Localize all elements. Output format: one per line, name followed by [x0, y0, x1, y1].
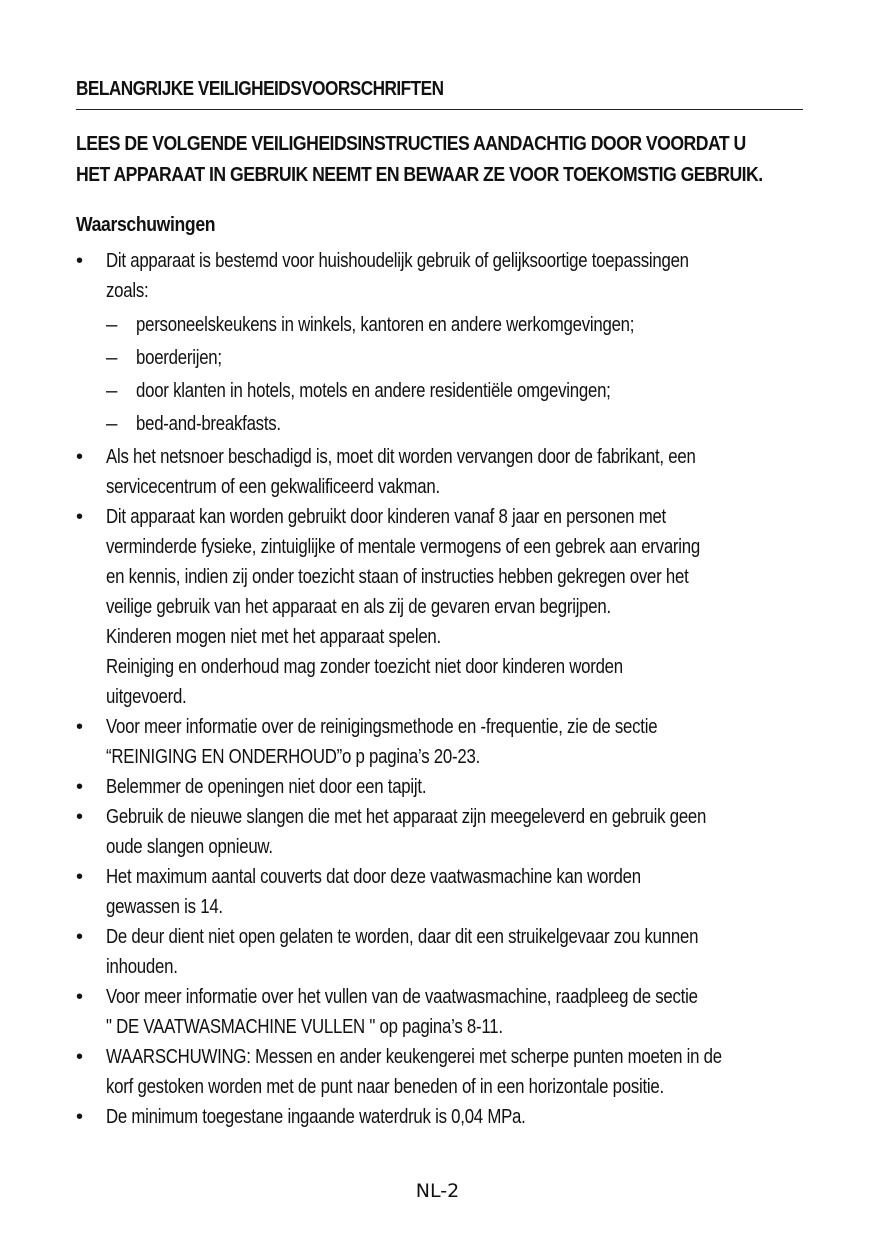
- sub-list-item: [106, 343, 802, 373]
- sub-list-item: [106, 376, 802, 406]
- dash-icon: –: [106, 412, 118, 435]
- dash-icon: –: [106, 313, 118, 336]
- warning-list-item: [76, 1102, 802, 1132]
- warning-text-line: Het maximum aantal couverts dat door deze vaatwasmachine kan worden: [106, 865, 641, 888]
- warning-list-item: [76, 246, 802, 439]
- dash-icon: –: [106, 379, 118, 402]
- warning-text-line: servicecentrum of een gekwalificeerd vakman.: [106, 475, 440, 498]
- warning-list-item: [76, 502, 802, 712]
- warning-text-line: Belemmer de openingen niet door een tapijt.: [106, 775, 427, 798]
- warning-text-line: Voor meer informatie over het vullen van de vaatwasmachine, raadpleeg de sectie: [106, 985, 698, 1008]
- intro-line: HET APPARAAT IN GEBRUIK NEEMT EN BEWAAR ZE VOOR TOEKOMSTIG GEBRUIK.: [76, 163, 763, 186]
- sub-list-item: [106, 409, 802, 439]
- sub-list-text: bed-and-breakfasts.: [136, 412, 281, 435]
- warning-text-line: inhouden.: [106, 955, 178, 978]
- sub-list-item: [106, 310, 802, 340]
- warning-list-item: [76, 772, 802, 802]
- bullet-icon: •: [76, 446, 84, 468]
- warning-text-line: " DE VAATWASMACHINE VULLEN " op pagina’s 8-11.: [106, 1015, 503, 1038]
- warning-text-line: Gebruik de nieuwe slangen die met het apparaat zijn meegeleverd en gebruik geen: [106, 805, 707, 828]
- warning-text-line: Als het netsnoer beschadigd is, moet dit worden vervangen door de fabrikant, een: [106, 445, 696, 468]
- bullet-icon: •: [76, 250, 84, 272]
- warning-list-item: [76, 712, 802, 772]
- warning-text-line: Dit apparaat is bestemd voor huishoudelijk gebruik of gelijksoortige toepassingen: [106, 249, 689, 272]
- warning-text-line: WAARSCHUWING: Messen en ander keukengerei met scherpe punten moeten in de: [106, 1045, 722, 1068]
- warning-text-line: uitgevoerd.: [106, 685, 187, 708]
- sub-list-text: personeelskeukens in winkels, kantoren en andere werkomgevingen;: [136, 313, 635, 336]
- sub-list-text: boerderijen;: [136, 346, 222, 369]
- bullet-icon: •: [76, 986, 84, 1008]
- warning-list-item: [76, 802, 802, 862]
- warning-list-item: [76, 862, 802, 922]
- bullet-icon: •: [76, 1106, 84, 1128]
- sub-list: [106, 310, 802, 439]
- dash-icon: –: [106, 346, 118, 369]
- page-number: NL-2: [415, 1180, 460, 1202]
- warning-text-line: De minimum toegestane ingaande waterdruk is 0,04 MPa.: [106, 1105, 526, 1128]
- bullet-icon: •: [76, 1046, 84, 1068]
- bullet-icon: •: [76, 716, 84, 738]
- warning-list-item: [76, 982, 802, 1042]
- page-header-title: BELANGRIJKE VEILIGHEIDSVOORSCHRIFTEN: [76, 78, 444, 100]
- warning-text-line: “REINIGING EN ONDERHOUD”o p pagina’s 20-23.: [106, 745, 480, 768]
- warning-list-item: [76, 442, 802, 502]
- intro-instruction: [76, 128, 798, 190]
- bullet-icon: •: [76, 776, 84, 798]
- warning-text-line: veilige gebruik van het apparaat en als zij de gevaren ervan begrijpen.: [106, 595, 611, 618]
- intro-line: LEES DE VOLGENDE VEILIGHEIDSINSTRUCTIES AANDACHTIG DOOR VOORDAT U: [76, 132, 746, 155]
- warning-text-line: Kinderen mogen niet met het apparaat spelen.: [106, 625, 441, 648]
- header-divider: [76, 109, 803, 110]
- warning-text-line: zoals:: [106, 279, 149, 302]
- warning-text-line: Reiniging en onderhoud mag zonder toezicht niet door kinderen worden: [106, 655, 623, 678]
- warning-text-line: De deur dient niet open gelaten te worden, daar dit een struikelgevaar zou kunnen: [106, 925, 699, 948]
- warning-text-line: Voor meer informatie over de reinigingsmethode en -frequentie, zie de sectie: [106, 715, 658, 738]
- warning-text-line: verminderde fysieke, zintuiglijke of mentale vermogens of een gebrek aan ervaring: [106, 535, 700, 558]
- sub-list-text: door klanten in hotels, motels en andere residentiële omgevingen;: [136, 379, 611, 402]
- bullet-icon: •: [76, 806, 84, 828]
- warning-list-item: [76, 1042, 802, 1102]
- warning-text-line: korf gestoken worden met de punt naar beneden of in een horizontale positie.: [106, 1075, 664, 1098]
- warning-text-line: Dit apparaat kan worden gebruikt door kinderen vanaf 8 jaar en personen met: [106, 505, 666, 528]
- bullet-icon: •: [76, 866, 84, 888]
- bullet-icon: •: [76, 506, 84, 528]
- warning-list-item: [76, 922, 802, 982]
- warning-text-line: en kennis, indien zij onder toezicht staan of instructies hebben gekregen over het: [106, 565, 689, 588]
- warning-text-line: gewassen is 14.: [106, 895, 223, 918]
- bullet-icon: •: [76, 926, 84, 948]
- warning-text-line: oude slangen opnieuw.: [106, 835, 273, 858]
- warning-list: [76, 246, 802, 1132]
- section-title-warnings: Waarschuwingen: [76, 214, 216, 236]
